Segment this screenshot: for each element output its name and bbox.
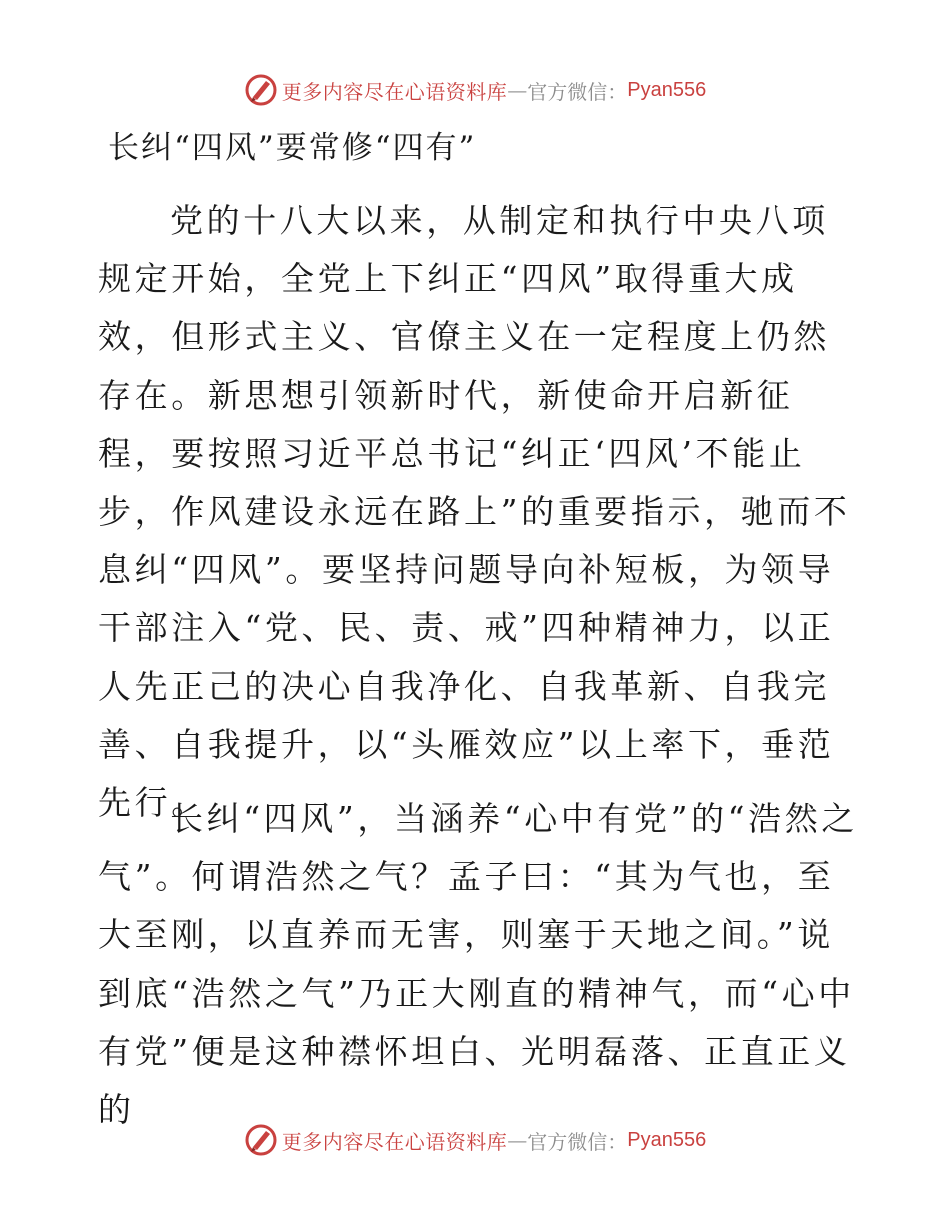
site-text: 更多内容尽在心语资料库 — [281, 79, 508, 104]
banner-dash: — — [507, 78, 528, 102]
paragraph-1: 党的十八大以来，从制定和执行中央八项规定开始，全党上下纠正“四风”取得重大成效，但形式主义、官僚主义在一定程度上仍然存在。新思想引领新时代，新使命开启新征程，要按照习近平总书记“纠正‘四风’不能止步，作风建设永远在路上”的重要指示，驰而不息纠“四风”。要坚持问题导向补短板，为领导干部注入“党、民、责、戒”四种精神力，以正人先正己的决心自我净化、自我革新、自我完善、自我提升，以“头雁效应”以上率下，垂范先行。 — [98, 201, 851, 823]
footer-banner — [0, 1120, 950, 1160]
wechat-id: Pyan556 — [627, 1128, 707, 1151]
wechat-label: 官方微信： — [527, 79, 628, 104]
site-text: 更多内容尽在心语资料库 — [281, 1129, 508, 1154]
article-title: 长纠“四风”要常修“四有” — [108, 130, 477, 166]
wechat-label: 官方微信： — [527, 1129, 628, 1154]
logo-icon — [244, 1123, 278, 1157]
header-banner — [0, 70, 950, 110]
wechat-id: Pyan556 — [627, 78, 707, 101]
paragraph-2: 长纠“四风”，当涵养“心中有党”的“浩然之气”。何谓浩然之气？孟子曰：“其为气也，至大至刚，以直养而无害，则塞于天地之间。”说到底“浩然之气”乃正大刚直的精神气，而“心中有党”便是这种襟怀坦白、光明磊落、正直正义的 — [98, 799, 858, 1130]
banner-dash: — — [507, 1128, 528, 1152]
logo-icon — [244, 73, 278, 107]
